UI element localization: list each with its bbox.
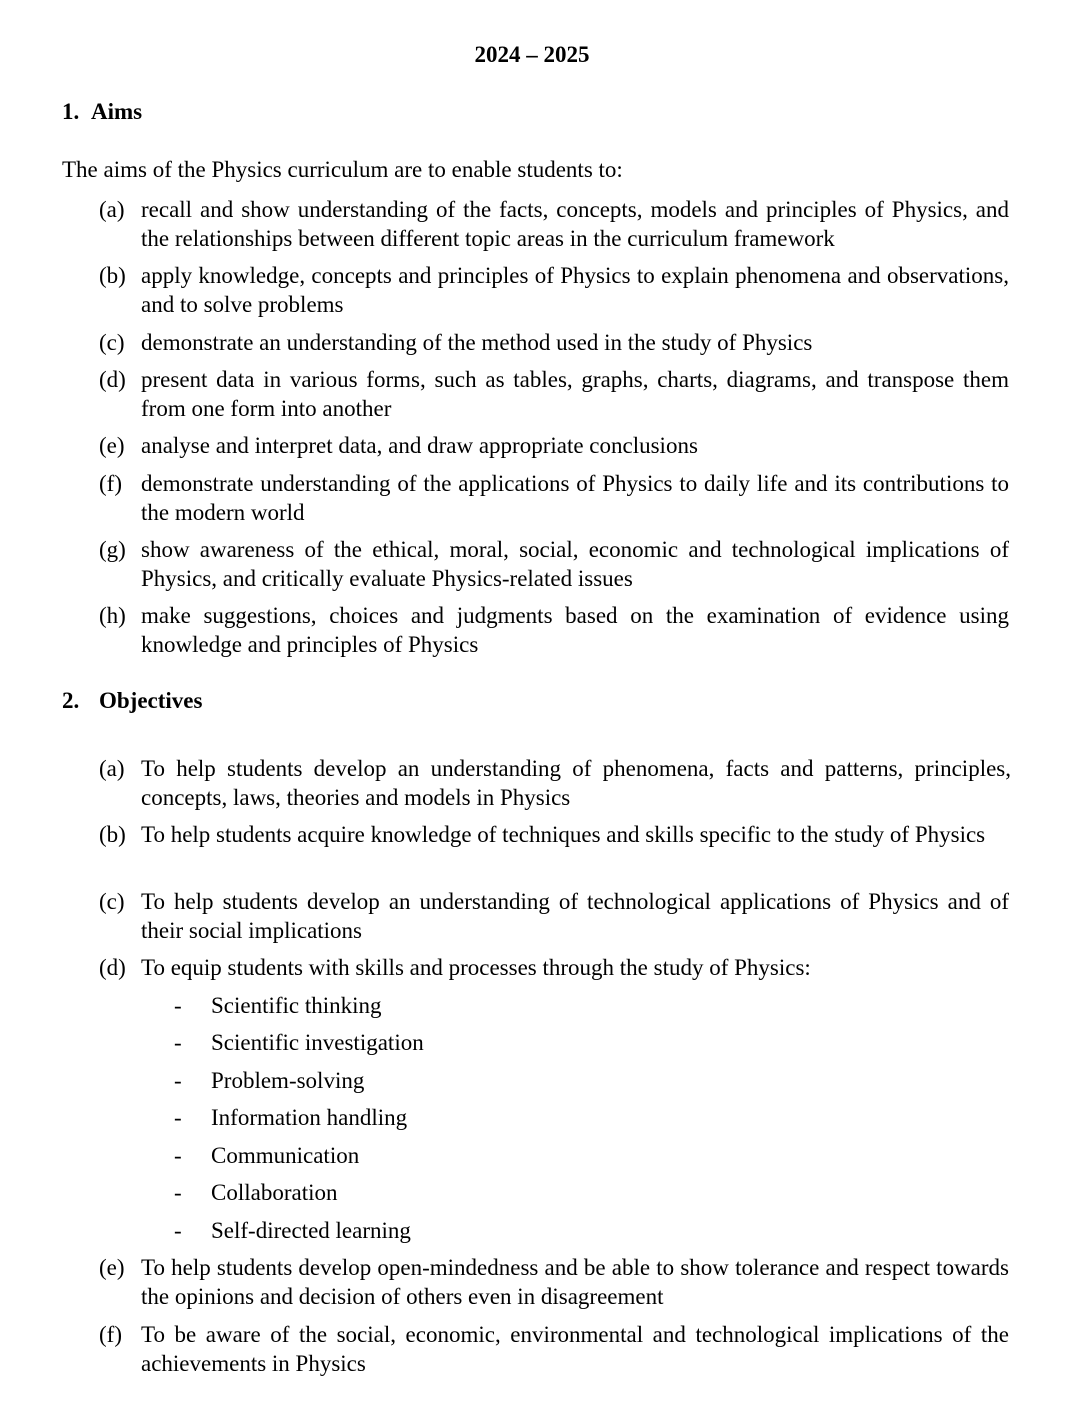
aims-item [99, 261, 1009, 319]
item-label: (b) [99, 822, 126, 847]
item-text: recall and show understanding of the facts, concepts, models and principles of Physics, and the relationships between different topic areas in the curriculum framework [141, 197, 1009, 251]
objectives-item [99, 953, 1009, 982]
aims-item [99, 601, 1009, 659]
skill-text: Scientific thinking [211, 993, 382, 1018]
objectives-item [99, 887, 1009, 945]
item-text: demonstrate an understanding of the method used in the study of Physics [141, 330, 813, 355]
dash-bullet-icon: - [174, 1105, 182, 1130]
dash-bullet-icon: - [174, 1068, 182, 1093]
item-label: (c) [99, 330, 125, 355]
skill-text: Communication [211, 1143, 360, 1168]
item-label: (d) [99, 955, 126, 980]
item-text: make suggestions, choices and judgments based on the examination of evidence using knowledge and principles of Physics [141, 603, 1009, 657]
dash-bullet-icon: - [174, 1180, 182, 1205]
item-label: (c) [99, 889, 125, 914]
section-title: Aims [91, 99, 143, 124]
item-text: show awareness of the ethical, moral, social, economic and technological implications of Physics, and critically evaluate Physics-related issues [141, 537, 1009, 591]
objectives-item [99, 1320, 1009, 1378]
dash-bullet-icon: - [174, 993, 182, 1018]
skill-text: Scientific investigation [211, 1030, 424, 1055]
item-text: To equip students with skills and processes through the study of Physics: [141, 955, 811, 980]
skill-text: Collaboration [211, 1180, 338, 1205]
item-label: (d) [99, 367, 126, 392]
item-text: To help students acquire knowledge of techniques and skills specific to the study of Physics [141, 822, 986, 847]
aims-item [99, 535, 1009, 593]
aims-item [99, 195, 1009, 253]
skill-text: Information handling [211, 1105, 408, 1130]
item-label: (a) [99, 756, 125, 781]
item-label: (b) [99, 263, 126, 288]
dash-bullet-icon: - [174, 1218, 182, 1243]
item-text: analyse and interpret data, and draw appropriate conclusions [141, 433, 698, 458]
item-text: To help students develop an understanding of technological applications of Physics and of their social implications [141, 889, 1009, 943]
item-label: (f) [99, 1322, 122, 1347]
item-label: (f) [99, 471, 122, 496]
item-label: (h) [99, 603, 126, 628]
section-heading-objectives [62, 688, 202, 714]
section-title: Objectives [99, 688, 203, 713]
objectives-item [99, 820, 1009, 849]
item-text: apply knowledge, concepts and principles of Physics to explain phenomena and observations, and to solve problems [141, 263, 1009, 317]
section-number: 1. [62, 99, 80, 124]
objectives-item [99, 754, 1011, 812]
item-text: present data in various forms, such as tables, graphs, charts, diagrams, and transpose them from one form into another [141, 367, 1009, 421]
item-label: (g) [99, 537, 126, 562]
skill-text: Self-directed learning [211, 1218, 411, 1243]
item-text: To help students develop an understanding of phenomena, facts and patterns, principles, concepts, laws, theories and models in Physics [141, 756, 1011, 810]
item-label: (e) [99, 1255, 125, 1280]
aims-item [99, 469, 1009, 527]
year-heading: 2024 – 2025 [474, 42, 590, 67]
item-label: (e) [99, 433, 125, 458]
section-heading-aims [62, 99, 142, 125]
dash-bullet-icon: - [174, 1030, 182, 1055]
aims-intro: The aims of the Physics curriculum are to enable students to: [62, 157, 623, 182]
dash-bullet-icon: - [174, 1143, 182, 1168]
item-text: To be aware of the social, economic, environmental and technological implications of the achievements in Physics [141, 1322, 1009, 1376]
objectives-item [99, 1253, 1009, 1311]
skill-text: Problem-solving [211, 1068, 365, 1093]
section-number: 2. [62, 688, 80, 713]
aims-item [99, 365, 1009, 423]
item-text: To help students develop open-mindedness and be able to show tolerance and respect towards the opinions and decision of others even in disagreement [141, 1255, 1009, 1309]
aims-item [99, 328, 1009, 357]
item-label: (a) [99, 197, 125, 222]
aims-item [99, 431, 1009, 460]
item-text: demonstrate understanding of the applications of Physics to daily life and its contributions to the modern world [141, 471, 1009, 525]
